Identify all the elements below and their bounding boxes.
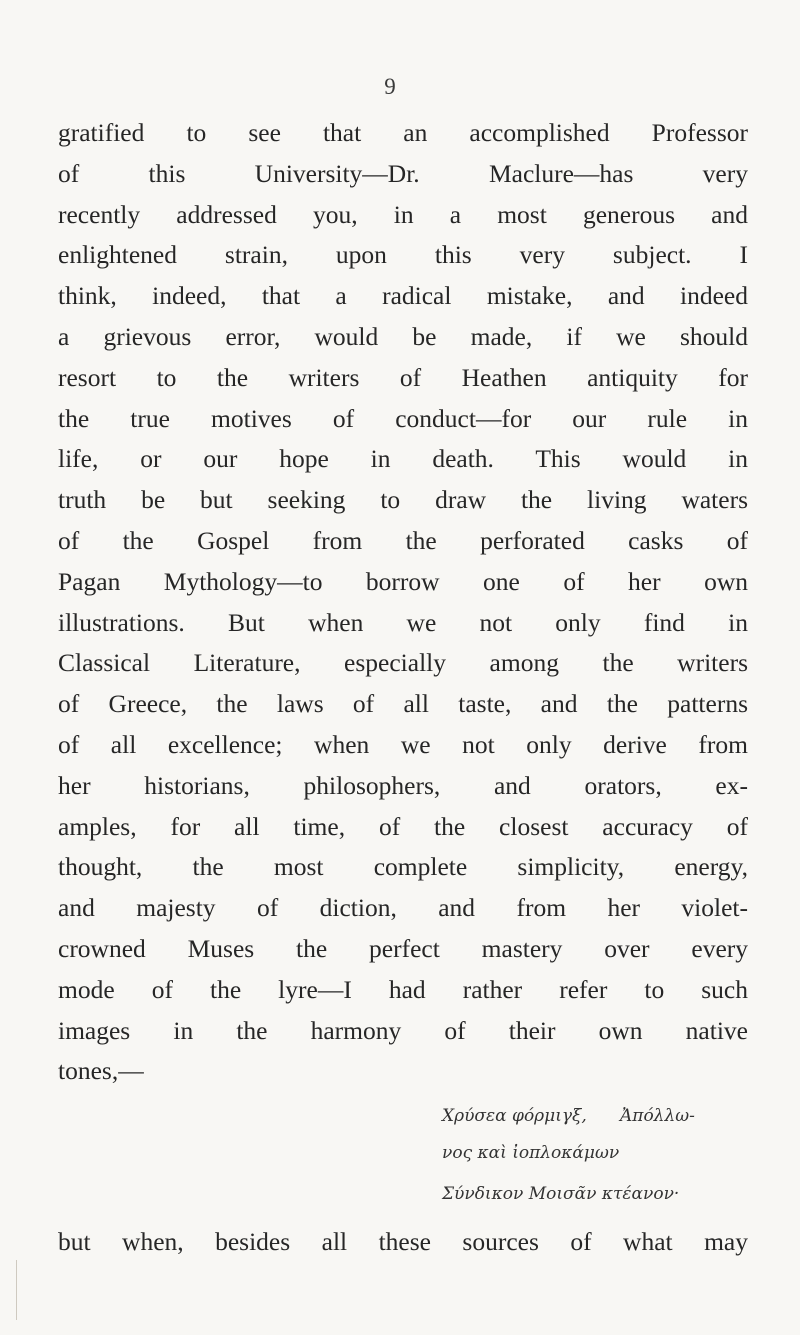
text-line: thought, the most complete simplicity, energy, [58, 852, 748, 882]
greek-quote-phrase: Χρύσεα φόρμιγξ, [442, 1106, 587, 1126]
text-line: enlightened strain, upon this very subject. I [58, 240, 748, 270]
text-line: think, indeed, that a radical mistake, and indeed [58, 281, 748, 311]
text-line: Classical Literature, especially among the writers [58, 648, 748, 678]
text-line: life, or our hope in death. This would in [58, 444, 748, 474]
text-line: tones,— [58, 1056, 144, 1086]
body-text [58, 113, 748, 1092]
text-line: of this University—Dr. Maclure—has very [58, 158, 748, 188]
text-line: recently addressed you, in a most generous and [58, 199, 748, 229]
text-line: her historians, philosophers, and orators, ex- [58, 770, 748, 800]
text-line-final: but when, besides all these sources of what may [58, 1227, 748, 1256]
text-line: the true motives of conduct—for our rule in [58, 403, 748, 433]
text-line: illustrations. But when we not only find in [58, 607, 748, 637]
text-line: of the Gospel from the perforated casks of [58, 525, 748, 555]
text-line: resort to the writers of Heathen antiquity for [58, 362, 748, 392]
greek-quote-phrase: νος καὶ ἰοπλοκάμων [442, 1143, 620, 1163]
text-line: crowned Muses the perfect mastery over every [58, 933, 748, 963]
greek-quote-phrase: Ἀπόλλω- [620, 1106, 695, 1126]
text-line: images in the harmony of their own native [58, 1015, 748, 1045]
greek-quote-phrase: Σύνδικον Μοισᾶν κτέανον· [442, 1184, 680, 1204]
text-line: a grievous error, would be made, if we should [58, 321, 748, 351]
text-line: mode of the lyre—I had rather refer to such [58, 974, 748, 1004]
page-edge-mark [16, 1260, 17, 1320]
text-line: truth be but seeking to draw the living waters [58, 485, 748, 515]
text-line: of Greece, the laws of all taste, and the patterns [58, 689, 748, 719]
text-line: gratified to see that an accomplished Professor [58, 118, 748, 147]
text-line: and majesty of diction, and from her violet- [58, 893, 748, 923]
text-line: amples, for all time, of the closest accuracy of [58, 811, 748, 841]
page-number: 9 [384, 74, 396, 99]
text-line: Pagan Mythology—to borrow one of her own [58, 566, 748, 596]
text-line: of all excellence; when we not only derive from [58, 729, 748, 759]
